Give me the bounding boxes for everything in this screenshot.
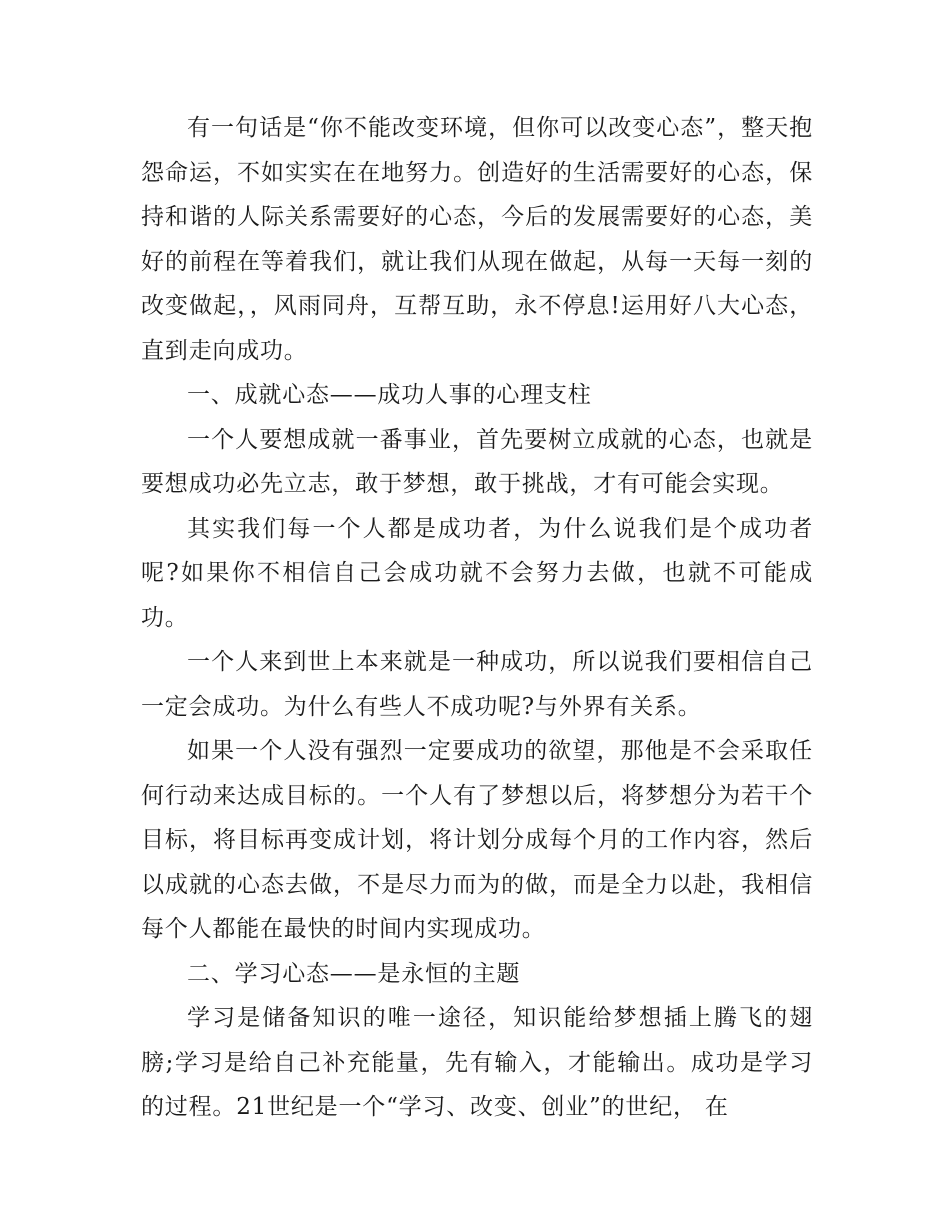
- paragraph-achievement-1: 一个人要想成就一番事业，首先要树立成就的心态，也就是要想成功必先立志，敢于梦想，敢于挑战，才有可能会实现。: [141, 426, 813, 497]
- paragraph-achievement-3: 一个人来到世上本来就是一种成功，所以说我们要相信自己一定会成功。为什么有些人不成功呢?与外界有关系。: [141, 649, 813, 720]
- paragraph-learning-1: 学习是储备知识的唯一途径，知识能给梦想插上腾飞的翅膀;学习是给自己补充能量，先有输入，才能输出。成功是学习的过程。21世纪是一个“学习、改变、创业”的世纪， 在: [141, 1005, 813, 1120]
- section-heading-learning-mindset: 二、学习心态——是永恒的主题: [187, 960, 521, 987]
- paragraph-achievement-2: 其实我们每一个人都是成功者，为什么说我们是个成功者呢?如果你不相信自己会成功就不会努力去做，也就不可能成功。: [141, 515, 813, 631]
- paragraph-intro: 有一句话是“你不能改变环境，但你可以改变心态”，整天抱怨命运，不如实实在在地努力。创造好的生活需要好的心态，保持和谐的人际关系需要好的心态，今后的发展需要好的心态，美好的前程在等着我们，就让我们从现在做起，从每一天每一刻的改变做起，，风雨同舟，互帮互助，永不停息!运用好八大心态，直到走向成功。: [141, 115, 813, 364]
- paragraph-achievement-4: 如果一个人没有强烈一定要成功的欲望，那他是不会采取任何行动来达成目标的。一个人有了梦想以后，将梦想分为若干个目标，将目标再变成计划，将计划分成每个月的工作内容，然后以成就的心态去做，不是尽力而为的做，而是全力以赴，我相信每个人都能在最快的时间内实现成功。: [141, 738, 813, 942]
- document-page: [141, 106, 813, 1130]
- section-heading-achievement-mindset: 一、成就心态——成功人事的心理支柱: [187, 382, 592, 408]
